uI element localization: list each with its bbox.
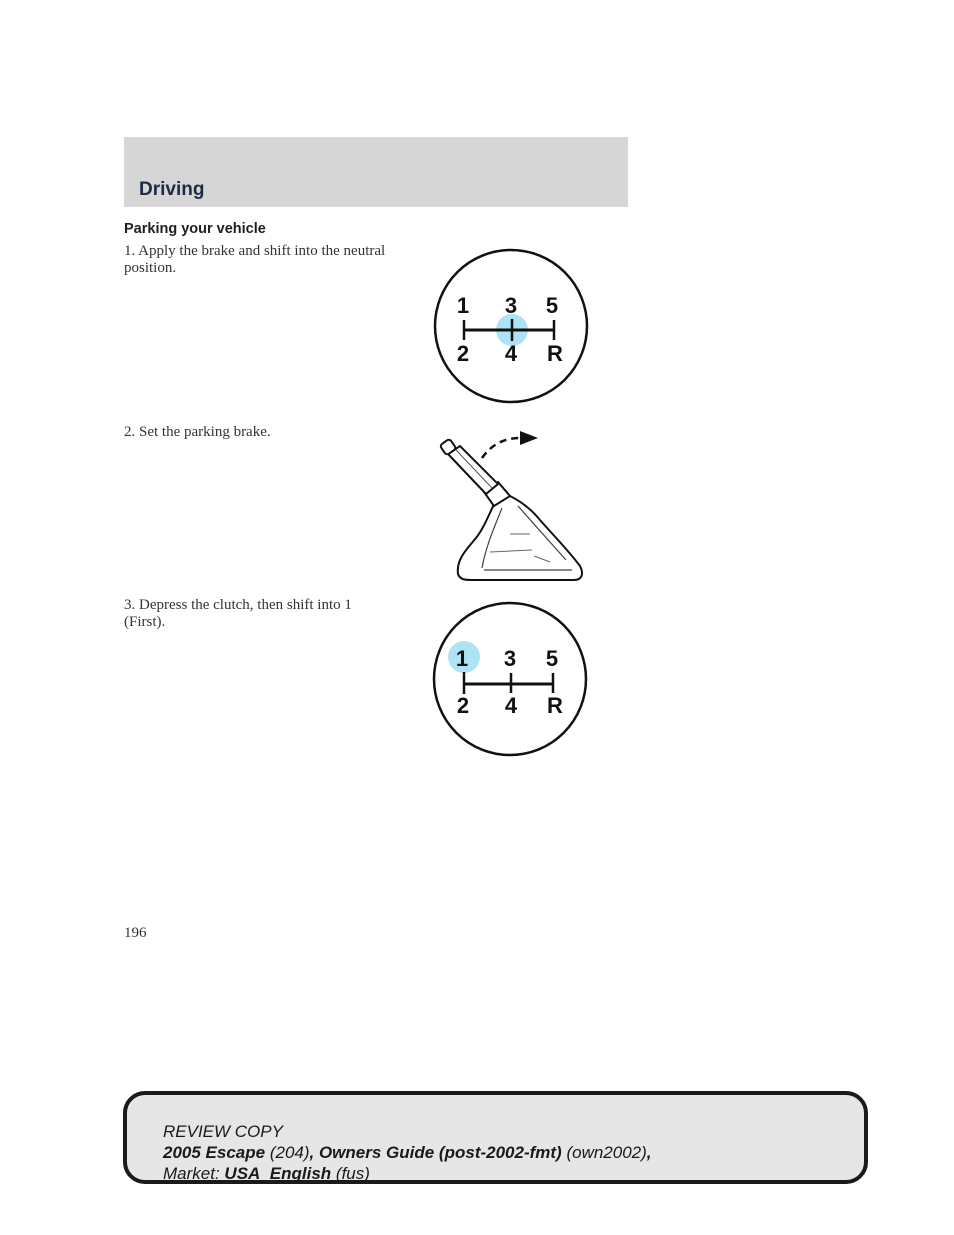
footer-comma: , bbox=[646, 1143, 652, 1162]
gear-label-3: 3 bbox=[503, 646, 517, 671]
footer-guide: , Owners Guide (post-2002-fmt) bbox=[309, 1143, 562, 1162]
section-title: Driving bbox=[139, 179, 205, 200]
footer-guide-code: (own2002) bbox=[566, 1143, 647, 1162]
footer-text bbox=[163, 1121, 652, 1184]
parking-brake-lever-icon bbox=[436, 428, 590, 586]
gear-label-4: 4 bbox=[504, 693, 518, 718]
gear-label-5: 5 bbox=[545, 293, 559, 318]
gear-shift-neutral-icon bbox=[432, 247, 590, 405]
gear-label-1: 1 bbox=[456, 293, 470, 318]
gear-label-4: 4 bbox=[504, 341, 518, 366]
footer-market-code: (fus) bbox=[335, 1164, 370, 1183]
gear-label-r: R bbox=[547, 341, 563, 366]
gear-label-2: 2 bbox=[456, 341, 470, 366]
gear-label-5: 5 bbox=[545, 646, 559, 671]
gear-label-1: 1 bbox=[455, 646, 469, 671]
footer-market: USA_English bbox=[224, 1164, 332, 1183]
gear-label-3: 3 bbox=[504, 293, 518, 318]
gear-shift-first-icon bbox=[431, 600, 589, 758]
step-1-text: 1. Apply the brake and shift into the neutral position. bbox=[124, 243, 386, 276]
footer-model: 2005 Escape bbox=[163, 1143, 266, 1162]
subheading-parking: Parking your vehicle bbox=[124, 221, 266, 237]
step-2-text: 2. Set the parking brake. bbox=[124, 424, 271, 440]
footer-model-code: (204) bbox=[269, 1143, 310, 1162]
step-3-text: 3. Depress the clutch, then shift into 1 (First). bbox=[124, 597, 352, 630]
footer-review-copy: REVIEW COPY bbox=[163, 1122, 283, 1141]
section-header-band bbox=[124, 137, 628, 207]
review-copy-footer bbox=[123, 1091, 868, 1184]
gear-label-r: R bbox=[547, 693, 563, 718]
footer-market-label: Market: bbox=[163, 1164, 220, 1183]
page-number: 196 bbox=[124, 925, 147, 941]
gear-label-2: 2 bbox=[456, 693, 470, 718]
